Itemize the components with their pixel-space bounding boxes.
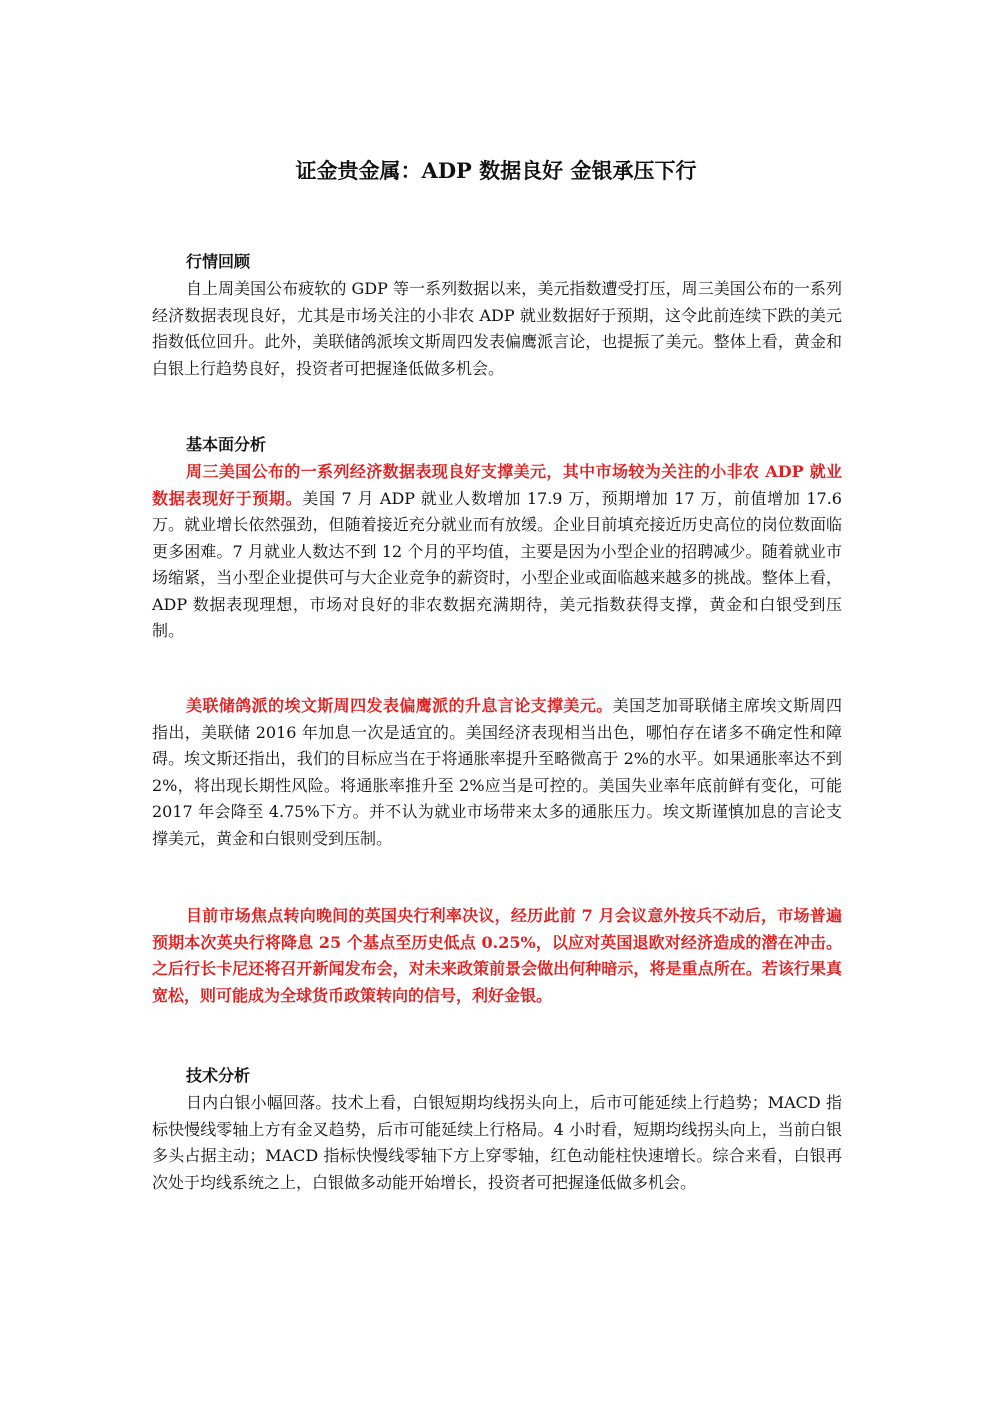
fundamentals-paragraph-2	[152, 693, 842, 852]
fundamentals-p2-body: 美国芝加哥联储主席埃文斯周四指出，美联储 2016 年加息一次是适宜的。美国经济表现相当出色，哪怕存在诸多不确定性和障碍。埃文斯还指出，我们的目标应当在于将通胀率提升至略微高于 2%的水平。如果通胀率达不到 2%，将出现长期性风险。将通胀率推升至 2%应当是可控的。美国失业率年底前鲜有变化，可能 2017 年会降至 4.75%下方。并不认为就业市场带来太多的通胀压力。埃文斯谨慎加息的言论支撑美元，黄金和白银则受到压制。	[152, 696, 842, 848]
fundamentals-heading: 基本面分析	[186, 435, 267, 454]
technical-section	[152, 1062, 842, 1196]
market-review-section	[152, 248, 842, 382]
fundamentals-section-2	[152, 693, 842, 852]
technical-heading: 技术分析	[186, 1066, 251, 1085]
market-review-paragraph: 自上周美国公布疲软的 GDP 等一系列数据以来，美元指数遭受打压，周三美国公布的一系列经济数据表现良好，尤其是市场关注的小非农 ADP 就业数据好于预期，这令此前连续下跌的美元指数低位回升。此外，美联储鸽派埃文斯周四发表偏鹰派言论，也提振了美元。整体上看，黄金和白银上行趋势良好，投资者可把握逢低做多机会。	[152, 279, 842, 378]
fundamentals-p2-highlight: 美联储鸽派的埃文斯周四发表偏鹰派的升息言论支撑美元。	[186, 696, 613, 715]
technical-paragraph: 日内白银小幅回落。技术上看，白银短期均线拐头向上，后市可能延续上行趋势；MACD 指标快慢线零轴上方有金叉趋势，后市可能延续上行格局。4 小时看，短期均线拐头向上，当前白银多头占据主动；MACD 指标快慢线零轴下方上穿零轴，红色动能柱快速增长。综合来看，白银再次处于均线系统之上，白银做多动能开始增长，投资者可把握逢低做多机会。	[152, 1093, 842, 1192]
page-title: 证金贵金属：ADP 数据良好 金银承压下行	[295, 158, 697, 183]
fundamentals-p1-body: 美国 7 月 ADP 就业人数增加 17.9 万，预期增加 17 万，前值增加 17.6 万。就业增长依然强劲，但随着接近充分就业而有放缓。企业目前填充接近历史高位的岗位数面临更多困难。7 月就业人数达不到 12 个月的平均值，主要是因为小型企业的招聘减少。随着就业市场缩紧，当小型企业提供可与大企业竞争的薪资时，小型企业或面临越来越多的挑战。整体上看，ADP 数据表现理想，市场对良好的非农数据充满期待，美元指数获得支撑，黄金和白银受到压制。	[152, 488, 842, 640]
fundamentals-paragraph-1	[152, 459, 842, 645]
fundamentals-section-3	[152, 903, 842, 1009]
fundamentals-p1-highlight: 周三美国公布的一系列经济数据表现良好支撑美元，其中市场较为关注的小非农 ADP 就业数据表现好于预期。	[152, 462, 842, 508]
fundamentals-section	[152, 431, 842, 645]
market-review-heading: 行情回顾	[186, 252, 251, 271]
fundamentals-paragraph-3: 目前市场焦点转向晚间的英国央行利率决议，经历此前 7 月会议意外按兵不动后，市场普遍预期本次英央行将降息 25 个基点至历史低点 0.25%，以应对英国退欧对经济造成的潜在冲击。之后行长卡尼还将召开新闻发布会，对未来政策前景会做出何种暗示，将是重点所在。若该行果真宽松，则可能成为全球货币政策转向的信号，利好金银。	[152, 906, 842, 1005]
